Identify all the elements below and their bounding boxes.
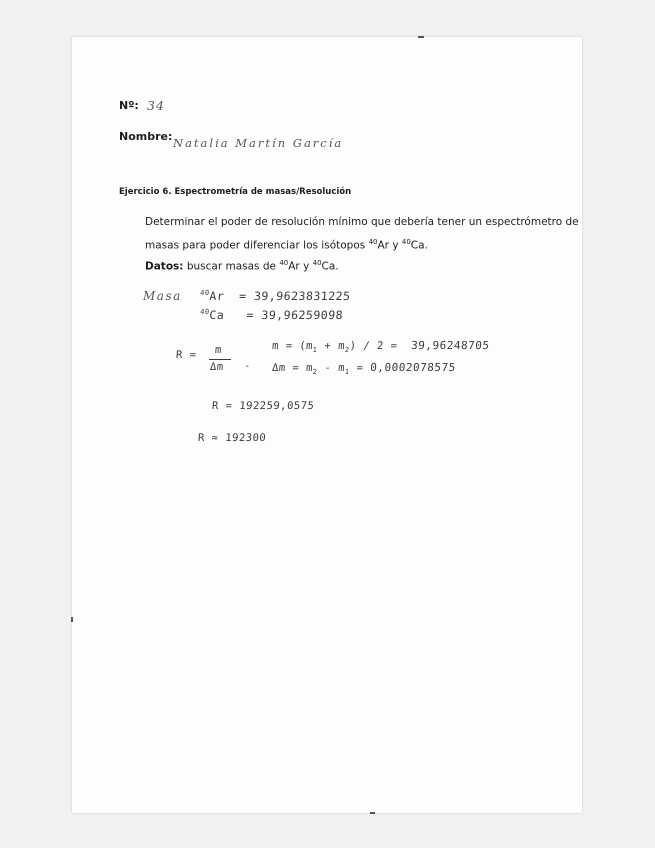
resolution-result: R = 192259,0575 [211, 400, 315, 412]
delta-mass-rest: = [349, 362, 364, 374]
datos-isotope-1-symbol: Ar [288, 260, 300, 273]
delta-mass-value: 0,0002078575 [369, 361, 457, 374]
ca-symbol: Ca [208, 308, 225, 322]
mean-mass-sub-2: 2 [344, 346, 350, 355]
isotope-join: y [388, 239, 402, 252]
isotope-2-symbol: Ca. [410, 239, 428, 252]
mean-mass-value: 39,96248705 [410, 339, 490, 352]
isotope-1-symbol: Ar [377, 239, 389, 252]
statement-line-2 [145, 238, 428, 252]
mean-mass-eq: m = (m [271, 340, 314, 352]
paper-sheet [72, 37, 582, 813]
ar-line [200, 289, 351, 303]
isotope-2-mass: 40 [401, 238, 411, 246]
ar-mass-value: = 39,9623831225 [238, 289, 352, 303]
mean-mass-rest: ) / 2 = [349, 340, 398, 352]
resolution-approx: R ≈ 192300 [197, 432, 267, 444]
top-edge-mark [418, 36, 424, 38]
datos-label: Datos: [145, 260, 184, 273]
mean-mass-line [271, 339, 490, 354]
statement-line-1: Determinar el poder de resolución mínimo que debería tener un espectrómetro de [145, 216, 579, 228]
ca-mass-value: = 39,96259098 [246, 308, 344, 322]
datos-join: y [299, 260, 313, 273]
delta-mass-sub-2: 2 [312, 368, 318, 377]
ar-mass-number: 40 [199, 289, 210, 298]
exercise-title: Ejercicio 6. Espectrometría de masas/Resolución [119, 187, 352, 197]
nombre-label: Nombre: [119, 130, 173, 143]
datos-isotope-1-mass: 40 [279, 259, 289, 267]
fraction-bar [209, 359, 231, 360]
numero-label: Nº: [119, 99, 139, 112]
mean-mass-plus: + m [317, 340, 346, 352]
numero-value: 34 [147, 98, 165, 113]
delta-mass-sub-1: 1 [344, 368, 350, 377]
isotope-1-mass: 40 [368, 238, 378, 246]
separator-dash: - [243, 360, 252, 372]
statement-line-2-text: masas para poder diferenciar los isótopos [145, 239, 369, 252]
mean-mass-sub-1: 1 [312, 346, 318, 355]
ca-mass-number: 40 [199, 308, 210, 317]
fraction-denominator: Δm [209, 361, 225, 373]
ar-symbol: Ar [208, 289, 225, 303]
ca-line [200, 308, 344, 322]
masa-label: Masa [143, 289, 182, 303]
datos-text: buscar masas de [183, 260, 280, 273]
datos-isotope-2-mass: 40 [312, 259, 322, 267]
datos-line [145, 259, 339, 273]
bottom-edge-mark [370, 812, 375, 814]
delta-mass-line [271, 361, 456, 376]
delta-mass-minus: - m [317, 362, 346, 374]
delta-mass-eq: Δm = m [271, 362, 314, 374]
nombre-value: Natalia Martín García [173, 136, 344, 150]
r-label: R = [175, 349, 197, 361]
fraction-numerator: m [214, 344, 223, 356]
datos-isotope-2-symbol: Ca. [321, 260, 339, 273]
left-edge-mark [71, 617, 73, 622]
